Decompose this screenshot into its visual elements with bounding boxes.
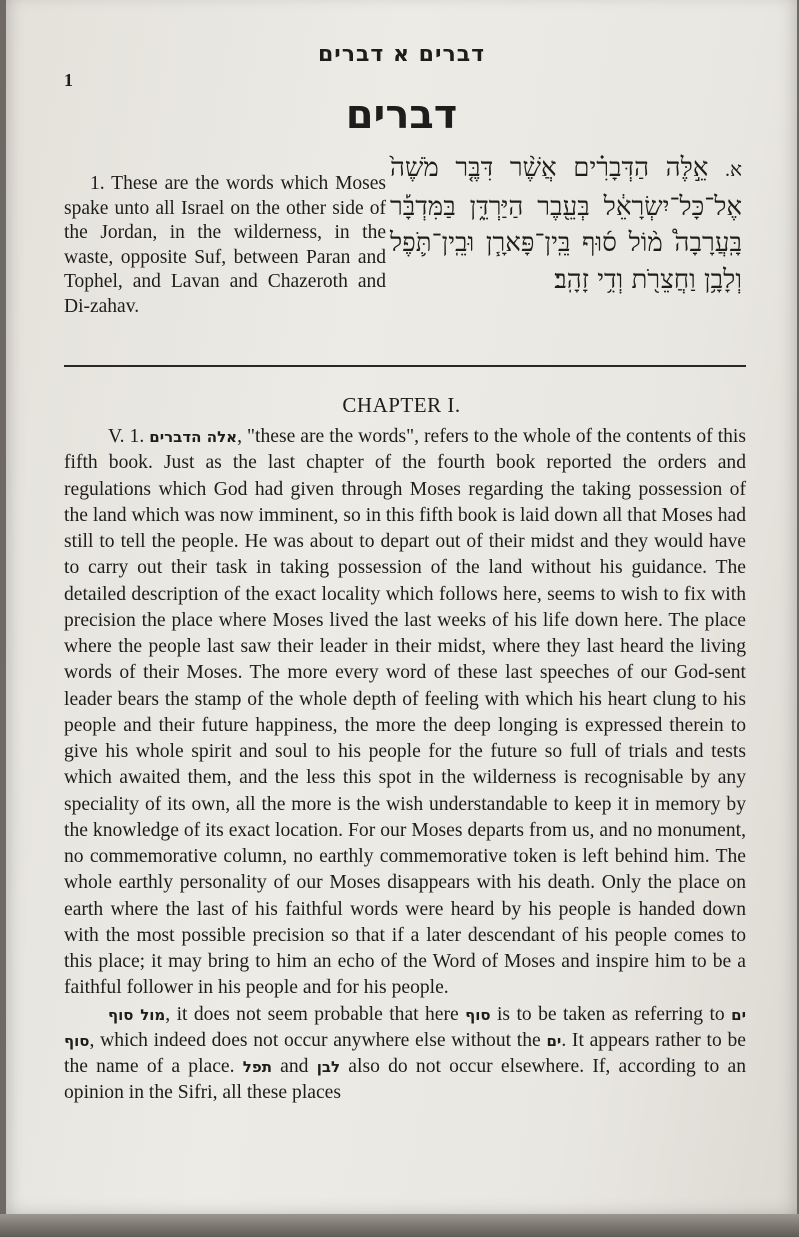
book-title: דברים [345, 92, 458, 138]
commentary-text: is to be taken as referring to [490, 1003, 732, 1025]
hebrew-verse-text: אֵ֣לֶּה הַדְּבָרִ֗ים אֲשֶׁ֨ר דִּבֶּ֤ר מֹשֶׁה֙ אֶל־כָּל־יִשְׂרָאֵ֔ל בְּעֵ֖בֶר הַיַּרְדֵּ֑ן בַּמִּדְבָּ֡ר בָּֽעֲרָבָה֩ מ֨וֹל ס֜וּף בֵּֽין־פָּארָ֧ן וּבֵֽין־תֹּ֛פֶל וְלָבָ֥ן וַחֲצֵרֹ֖ת וְדִ֥י זָהָֽב׃ [390, 153, 742, 295]
hebrew-term: מול סוף [108, 1005, 166, 1024]
hebrew-term: לבן [316, 1058, 341, 1076]
hebrew-term: ים [546, 1031, 562, 1050]
commentary-text: , "these are the words", refers to the whole of the contents of this fifth book. Just as the last chapter of the fourth book reported the orders and regulations which God had given through Moses regarding the taking possession of the land which was now imminent, so in this fifth book is laid down all that Moses had still to tell the people. He was about to depart out of their midst and they would have to carry out their task in taking possession of the land without his guidance. The detailed description of the exact locality which follows here, seems to wish to fix with precision the place where Moses lived the last weeks of his life down here. The place where the people last saw their leader in their midst, where they last heard the living words of their Moses. The more every word of these last speeches of our God-sent leader bears the stamp of the whole depth of feeling with which his heart clung to his people and their future happiness, the more the deep longing is expressed therein to give his whole spirit and soul to his people for the future so full of trials and tests which awaited them, and the less this spot in the wilderness is recognisable by any speciality of its own, all the more is the wish understandable to keep it in memory by the knowledge of its exact location. For our Moses departs from us, and no monument, no commemorative column, no earthly commemorative token is left behind him. The whole earthly personality of our Moses disappears with his death. Only the place on earth where the last of his faithful words were heard by his people is handed down with the most possible precision so that if a later descendant of his people comes to this place; it may bring to him an echo of the Word of Moses and inspire him to be a faithful follower in his people and for his people. [64, 426, 747, 999]
hebrew-term: סוף [465, 1005, 491, 1024]
section-divider [64, 365, 746, 367]
commentary-text: and [271, 1056, 317, 1077]
verse-translation: 1. These are the words which Moses spake unto all Israel on the other side of the Jordan, in the wilderness, in the waste, opposite Suf, between Paran and Tophel, and Lavan and Chazeroth and Di-zahav. [64, 173, 386, 317]
hebrew-term: אלה הדברים [149, 428, 238, 446]
chapter-heading: CHAPTER I. [342, 393, 461, 417]
commentary-paragraph-1 [64, 424, 746, 1002]
hebrew-term: תפל [242, 1058, 272, 1076]
page-edge [0, 1214, 799, 1237]
hebrew-verse [390, 150, 742, 298]
verse-reference: V. 1. [108, 426, 145, 447]
commentary-text: , it does not seem probable that here [165, 1003, 466, 1025]
book-page [6, 0, 797, 1225]
commentary [64, 424, 746, 1107]
commentary-paragraph-2 [64, 1002, 746, 1107]
hebrew-term: ים סוף [64, 1005, 746, 1050]
commentary-text: . It appears rather to be the name of a place. [64, 1029, 746, 1077]
verse-number: א. [724, 159, 742, 181]
running-head: דברים א דברים [317, 42, 486, 67]
page-number: 1 [64, 70, 73, 90]
commentary-text: , which indeed does not occur anywhere else without the [89, 1029, 547, 1051]
commentary-text: also do not occur elsewhere. If, according to an opinion in the Sifri, all these places [64, 1056, 746, 1104]
